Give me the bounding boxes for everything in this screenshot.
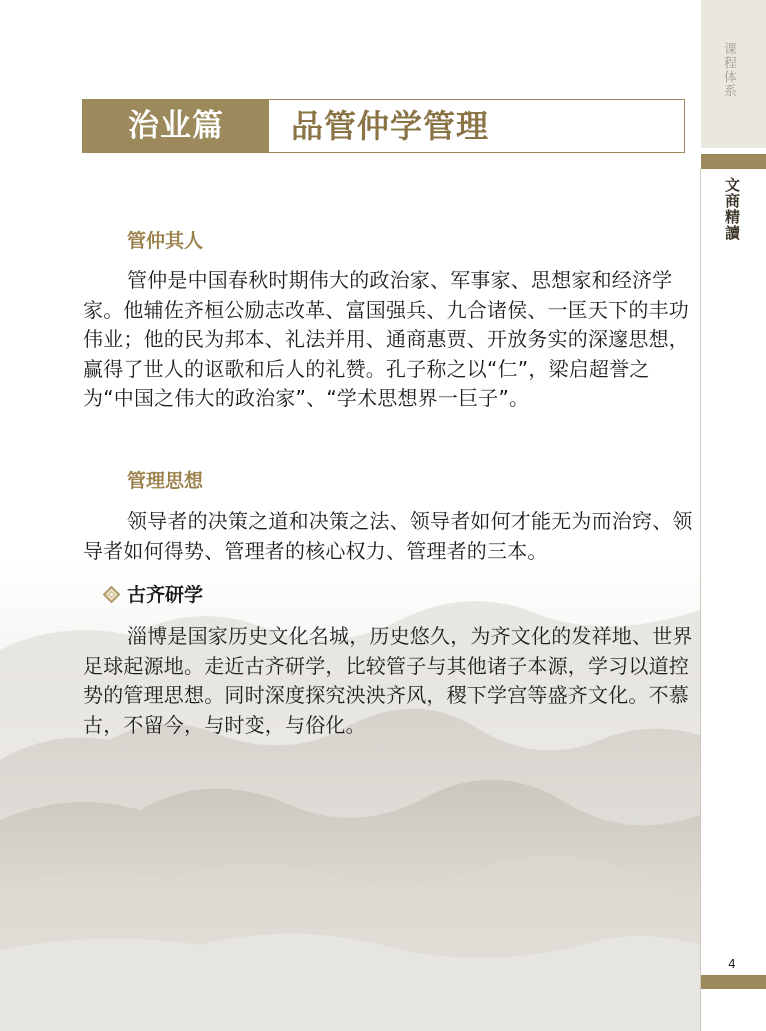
section-body-management: 领导者的决策之道和决策之法、领导者如何才能无为而治窍、领导者如何得势、管理者的核心权力、管理者的三本。	[83, 509, 693, 563]
page-number: 4	[728, 957, 736, 971]
section-body-guanzhong: 管仲是中国春秋时期伟大的政治家、军事家、思想家和经济学家。他辅佐齐桓公励志改革、富国强兵、九合诸侯、一匡天下的丰功伟业；他的民为邦本、礼法并用、通商惠贾、开放务实的深邃思想，赢得了世人的讴歌和后人的礼赞。孔子称之以“仁”，梁启超誉之为“中国之伟大的政治家”、“学术思想界一巨子”。	[83, 268, 689, 410]
chapter-label: 治业篇	[83, 100, 269, 152]
section-heading-research: 古齐研学	[127, 584, 204, 606]
section-heading-management: 管理思想	[127, 470, 204, 492]
side-gold-bar	[701, 154, 766, 169]
section-body-research: 淄博是国家历史文化名城，历史悠久，为齐文化的发祥地、世界足球起源地。走近古齐研学，比较管子与其他诸子本源，学习以道控势的管理思想。同时深度探究泱泱齐风，稷下学宫等盛齐文化。不慕古，不留今，与时变，与俗化。	[83, 624, 693, 737]
side-bottom-gold-bar	[701, 975, 766, 989]
page-title: 品管仲学管理	[291, 107, 490, 145]
diamond-ornament-icon	[103, 586, 120, 603]
course-system-label: 课程体系	[721, 42, 736, 98]
vertical-section-label: 文商精讀	[723, 177, 741, 241]
side-divider-line	[700, 169, 701, 1031]
title-banner	[82, 99, 685, 153]
section-heading-guanzhong: 管仲其人	[127, 230, 204, 252]
